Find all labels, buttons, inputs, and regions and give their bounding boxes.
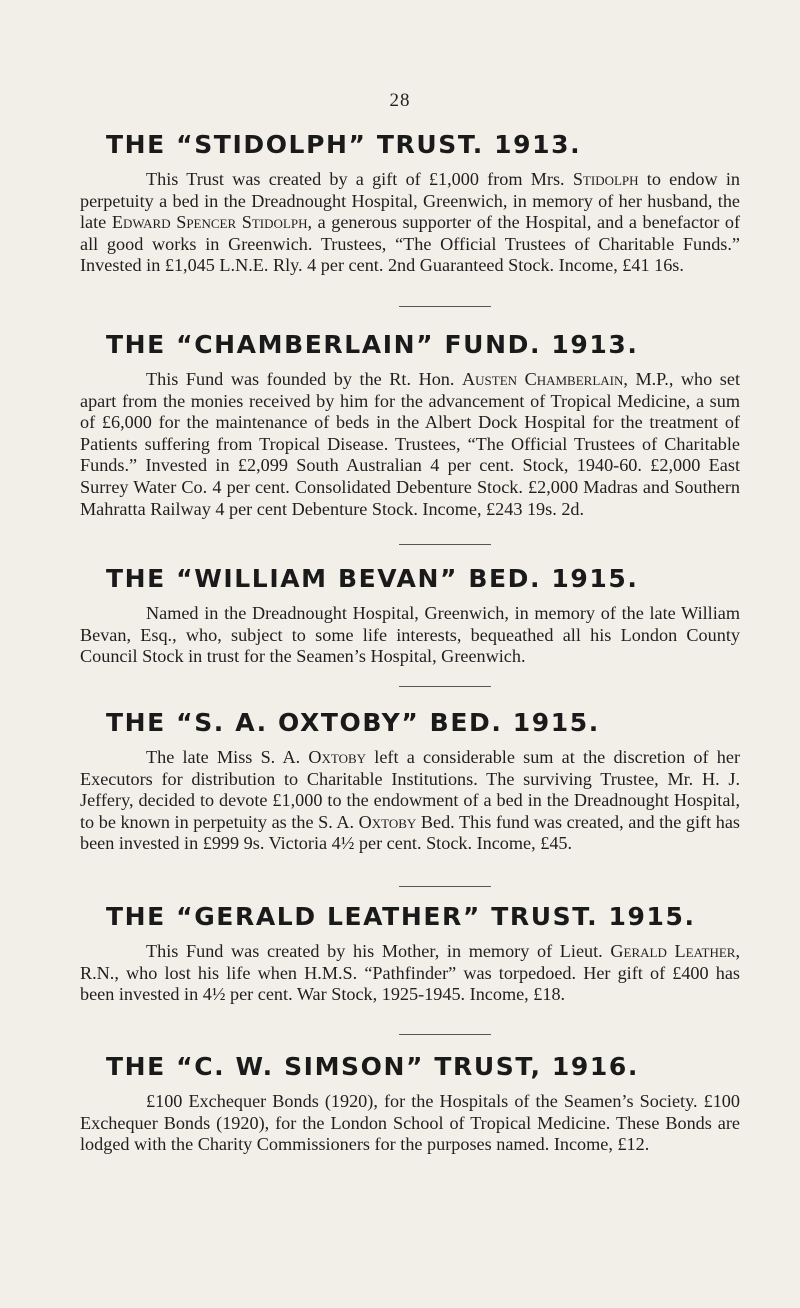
entry-body (80, 1091, 740, 1156)
small-caps-name: Austen Chamberlain (462, 369, 624, 389)
section-divider (399, 1034, 491, 1035)
entry-body (80, 169, 740, 277)
entry-title: THE “STIDOLPH” TRUST. 1913. (106, 130, 582, 159)
entry-simson-trust (80, 1052, 740, 1156)
body-text: left a considerable sum at the discretion of her Executors for distribution to Charitable Institutions. The surviving Trustee, Mr. H. J. Jeffery, decided to devote £1,000 to the endowment of a bed in the Dreadnought Hospital, to be known in perpetuity as the S. A. (80, 747, 740, 832)
entry-title: THE “C. W. SIMSON” TRUST, 1916. (106, 1052, 639, 1081)
body-text: The late Miss S. A. (146, 747, 309, 767)
small-caps-name: Edward Spencer Stidolph (111, 212, 308, 233)
entry-title: THE “WILLIAM BEVAN” BED. 1915. (106, 564, 639, 593)
entry-title: THE “CHAMBERLAIN” FUND. 1913. (106, 330, 639, 359)
entry-chamberlain-fund (80, 330, 740, 520)
body-text: to endow in perpetuity a bed in the Dreadnought Hospital, Greenwich, in memory of her husband, the late (80, 169, 740, 233)
small-caps-name: Gerald Leather (610, 941, 736, 961)
body-text: , a generous supporter of the Hospital, and a benefactor of all good works in Greenwich. Trustees, “The Official Trustees of Charitable Funds.” Invested in £1,045 L.N.E. Rly. 4 per cent. 2nd Guaranteed Stock. Income, £41 16s. (80, 212, 741, 276)
entry-title: THE “S. A. OXTOBY” BED. 1915. (106, 708, 600, 737)
entry-body (80, 747, 740, 855)
body-text: , M.P., who set apart from the monies received by him for the advancement of Tropical Medicine, a sum of £6,000 for the maintenance of beds in the Albert Dock Hospital for the treatment of Patients suffering from Tropical Disease. Trustees, “The Official Trustees of Charitable Funds.” Invested in £2,099 South Australian 4 per cent. Stock, 1940-60. £2,000 East Surrey Water Co. 4 per cent. Consolidated Debenture Stock. £2,000 Madras and Southern Mahratta Railway 4 per cent Debenture Stock. Income, £243 19s. 2d. (80, 369, 740, 519)
section-divider (399, 686, 491, 687)
section-divider (399, 886, 491, 887)
entry-stidolph-trust (80, 130, 740, 277)
entry-body (80, 603, 740, 668)
entry-oxtoby-bed (80, 708, 740, 855)
body-text: This Fund was created by his Mother, in memory of Lieut. (146, 941, 611, 961)
small-caps-name: Oxtoby (308, 747, 367, 767)
entry-gerald-leather-trust (80, 902, 740, 1006)
body-text: This Trust was created by a gift of £1,000 from Mrs. (146, 169, 573, 189)
small-caps-name: Stidolph (572, 169, 639, 189)
section-divider (399, 544, 491, 545)
small-caps-name: Oxtoby (358, 811, 417, 832)
section-divider (399, 306, 491, 307)
body-text: Named in the Dreadnought Hospital, Greenwich, in memory of the late William Bevan, Esq., who, subject to some life interests, bequeathed all his London County Council Stock in trust for the Seamen’s Hospital, Greenwich. (80, 603, 740, 667)
body-text: £100 Exchequer Bonds (1920), for the Hospitals of the Seamen’s Society. £100 Exchequer Bonds (1920), for the London School of Tropical Medicine. These Bonds are lodged with the Charity Commissioners for the purposes named. Income, £12. (80, 1091, 740, 1155)
body-text: , R.N., who lost his life when H.M.S. “Pathfinder” was torpedoed. Her gift of £400 has been invested in 4½ per cent. War Stock, 1925-1945. Income, £18. (80, 941, 740, 1005)
entry-title: THE “GERALD LEATHER” TRUST. 1915. (106, 902, 696, 931)
entry-body (80, 941, 740, 1006)
body-text: This Fund was founded by the Rt. Hon. (146, 369, 462, 389)
entry-william-bevan-bed (80, 564, 740, 668)
entry-body (80, 369, 740, 520)
body-text: Bed. This fund was created, and the gift has been invested in £999 9s. Victoria 4½ per cent. Stock. Income, £45. (80, 811, 740, 854)
page-number: 28 (389, 90, 411, 111)
